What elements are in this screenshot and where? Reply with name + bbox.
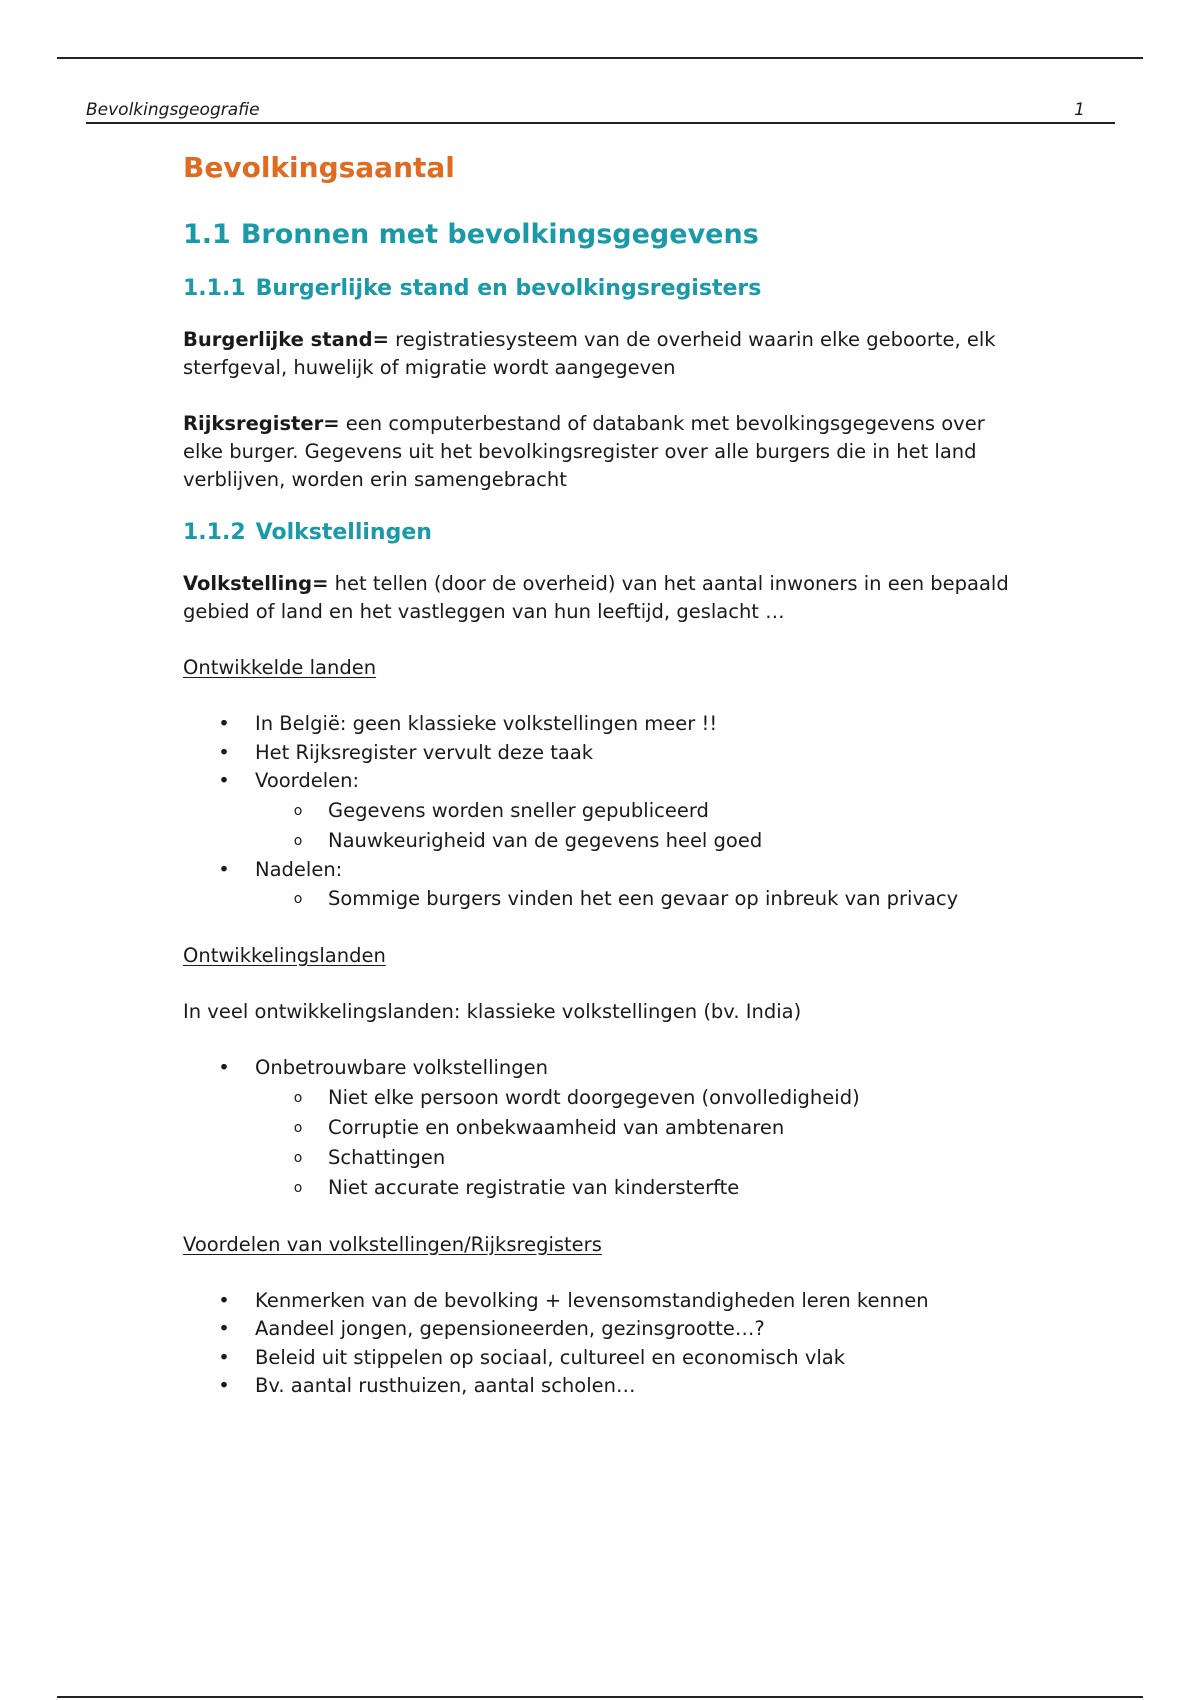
bullet-icon: • <box>218 1345 230 1369</box>
list-item-text: Voordelen: <box>255 769 360 792</box>
list-item-text: Corruptie en onbekwaamheid van ambtenaren <box>328 1115 785 1139</box>
list-item-text: Nauwkeurigheid van de gegevens heel goed <box>328 828 763 852</box>
sublist-item <box>293 1113 1013 1143</box>
list-item-text: Nadelen: <box>255 857 343 881</box>
subsection-number: 1.1.1 <box>183 276 246 301</box>
definition-text: een computerbestand of databank met bevolkingsgegevens over elke burger. Gegevens uit het bevolkingsregister over alle burgers die in het land verblijven, worden erin samengebracht <box>183 412 985 491</box>
list-item-text: Niet elke persoon wordt doorgegeven (onvolledigheid) <box>328 1085 860 1109</box>
sublist-item <box>293 1083 1013 1113</box>
list-item-text: Bv. aantal rusthuizen, aantal scholen… <box>255 1374 636 1397</box>
list-item-text: Kenmerken van de bevolking + levensomstandigheden leren kennen <box>255 1288 929 1312</box>
circle-bullet-icon: o <box>293 802 303 819</box>
sublist <box>255 1083 1013 1203</box>
sublist-item <box>293 1143 1013 1173</box>
list-item-text: Aandeel jongen, gepensioneerden, gezinsgrootte…? <box>255 1317 765 1340</box>
bullet-icon: • <box>218 1288 230 1312</box>
list-item-text: Sommige burgers vinden het een gevaar op inbreuk van privacy <box>328 887 959 910</box>
bullet-icon: • <box>218 1056 230 1079</box>
section-number: 1.1 <box>183 219 231 250</box>
bullet-icon: • <box>218 769 230 792</box>
subsection-heading-2 <box>183 518 1013 548</box>
subsection-heading-1 <box>183 274 1013 304</box>
definition-text: registratiesysteem van de overheid waarin elke geboorte, elk sterfgeval, huwelijk of migratie wordt aangegeven <box>183 328 996 379</box>
definition-volkstelling <box>183 570 1013 626</box>
sublist <box>255 796 1013 856</box>
list-item-text: Gegevens worden sneller gepubliceerd <box>328 798 709 822</box>
page-top-rule <box>57 57 1143 59</box>
circle-bullet-icon: o <box>293 1149 303 1166</box>
bullet-icon: • <box>218 857 230 881</box>
circle-bullet-icon: o <box>293 832 303 849</box>
sublist-item <box>293 826 1013 856</box>
definition-rijksregister <box>183 410 1013 494</box>
circle-bullet-icon: o <box>293 891 303 907</box>
list-item <box>218 1287 1013 1316</box>
bullet-icon: • <box>218 712 230 735</box>
list-item-text: Onbetrouwbare volkstellingen <box>255 1056 548 1079</box>
list-item <box>218 1372 1013 1401</box>
running-header-title: Bevolkingsgeografie <box>86 100 260 120</box>
list-item <box>218 1315 1013 1344</box>
list-item-text: Schattingen <box>328 1145 446 1169</box>
list-item-text: Niet accurate registratie van kindersterfte <box>328 1175 740 1199</box>
list-item-text: Het Rijksregister vervult deze taak <box>255 740 594 764</box>
bullet-icon: • <box>218 1374 230 1397</box>
list-ontwikkelde-landen <box>183 710 1013 914</box>
definition-term: Burgerlijke stand= <box>183 328 389 351</box>
page-bottom-rule <box>57 1696 1143 1698</box>
running-header <box>86 98 1115 124</box>
heading-ontwikkelingslanden: Ontwikkelingslanden <box>183 944 386 967</box>
list-item-text: In België: geen klassieke volkstellingen meer !! <box>255 712 718 735</box>
list-item <box>218 767 1013 856</box>
definition-term: Volkstelling= <box>183 572 329 595</box>
circle-bullet-icon: o <box>293 1119 303 1136</box>
bullet-icon: • <box>218 1317 230 1340</box>
subsection-title: Volkstellingen <box>255 520 432 545</box>
document-body <box>183 148 1013 1429</box>
sublist-item <box>293 884 1013 914</box>
circle-bullet-icon: o <box>293 1179 303 1196</box>
definition-text: het tellen (door de overheid) van het aantal inwoners in een bepaald gebied of land en het vastleggen van hun leeftijd, geslacht … <box>183 572 1009 623</box>
subsection-number: 1.1.2 <box>183 520 246 545</box>
chapter-title: Bevolkingsaantal <box>183 151 455 184</box>
subsection-title: Burgerlijke stand en bevolkingsregisters <box>255 276 762 301</box>
heading-voordelen: Voordelen van volkstellingen/Rijksregisters <box>183 1232 602 1256</box>
definition-burgerlijke-stand <box>183 326 1013 382</box>
list-ontwikkelingslanden <box>183 1054 1013 1203</box>
list-item <box>218 710 1013 739</box>
list-item <box>218 1344 1013 1373</box>
list-item <box>218 739 1013 768</box>
list-item <box>218 856 1013 915</box>
section-title: Bronnen met bevolkingsgegevens <box>240 219 759 250</box>
section-heading <box>183 216 1013 254</box>
definition-term: Rijksregister= <box>183 412 340 435</box>
list-voordelen <box>183 1287 1013 1401</box>
bullet-icon: • <box>218 740 230 764</box>
list-item-text: Beleid uit stippelen op sociaal, cultureel en economisch vlak <box>255 1345 846 1369</box>
heading-ontwikkelde-landen: Ontwikkelde landen <box>183 656 377 679</box>
page-number: 1 <box>1074 100 1085 120</box>
sublist <box>255 884 1013 914</box>
circle-bullet-icon: o <box>293 1089 303 1106</box>
sublist-item <box>293 796 1013 826</box>
sublist-item <box>293 1173 1013 1203</box>
list-item <box>218 1054 1013 1203</box>
intro-ontwikkelingslanden: In veel ontwikkelingslanden: klassieke volkstellingen (bv. India) <box>183 1000 802 1023</box>
